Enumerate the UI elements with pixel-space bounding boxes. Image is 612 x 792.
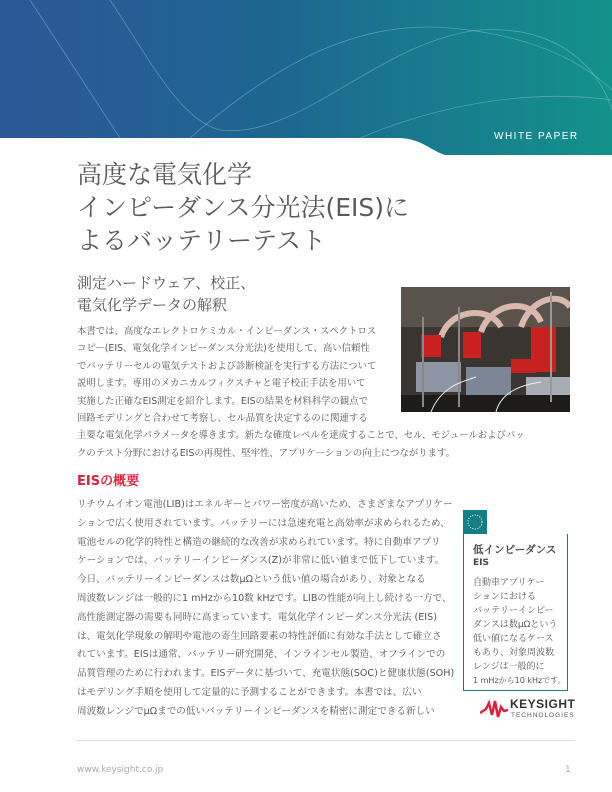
logo-tagline: TECHNOLOGIES — [511, 712, 575, 719]
callout-line: もあり、対象周波数 — [473, 648, 555, 658]
callout-line: ションにおける — [473, 592, 536, 602]
callout-subtitle: EIS — [473, 558, 489, 568]
intro-line: 主要な電気化学パラメータを導きます。新たな確度レベルを達成することで、セル、モジュールおよびパッ — [77, 430, 525, 442]
callout-box — [463, 534, 568, 691]
callout-title: 低インピーダンス — [473, 544, 557, 556]
subtitle-line: 電気化学データの解釈 — [77, 296, 228, 314]
body-line: 品質管理のために行われます。EISデータに基づいて、充電状態(SOC)と健康状態(SOH) — [77, 668, 455, 680]
document-type-label: WHITE PAPER — [494, 131, 579, 142]
footer-url[interactable]: www.keysight.co.jp — [77, 765, 164, 775]
footer-divider — [77, 740, 575, 741]
subtitle-line: 測定ハードウェア、校正、 — [77, 274, 256, 292]
page-number: 1 — [565, 765, 571, 775]
body-line: ケーションでは、バッテリーインピーダンス(Z)が非常に低い値まで低下しています。 — [77, 555, 445, 567]
body-line: は、電気化学現象の解明や電池の寄生回路要素の特性評価に有効な手法として確立さ — [77, 630, 442, 642]
intro-paragraph — [77, 323, 525, 462]
intro-line: 実施した正確なEIS測定を紹介します。EISの結果を材料科学の観点で — [77, 395, 369, 407]
title-line: インピーダンス分光法(EIS)に — [77, 193, 410, 222]
callout-line: 自動車アプリケー — [473, 578, 545, 588]
body-line: 電池セルの化学的特性と構造の継続的な改善が求められています。特に自動車アプリ — [77, 536, 441, 548]
section-heading: EISの概要 — [77, 474, 140, 489]
intro-line: コピー(EIS、電気化学インピーダンス分光法)を使用して、高い信頼性 — [77, 343, 370, 355]
intro-line: クのテスト分野におけるEISの再現性、堅牢性、アプリケーションの向上につながります。 — [77, 447, 456, 459]
dotted-circle-icon — [463, 510, 487, 534]
title-line: よるバッテリーテスト — [77, 226, 327, 255]
body-line: れています。EISは通常、バッテリー研究開発、インラインセル製造、オフラインでの — [77, 649, 446, 661]
intro-line: でバッテリーセルの電気テストおよび診断検証を実行する方法について — [77, 360, 377, 372]
callout-line: 低い値になるケース — [473, 634, 554, 644]
intro-line: 本書では、高度なエレクトロケミカル・インピーダンス・スペクトロス — [77, 326, 377, 337]
body-line: ションで広く使用されています。バッテリーには急速充電と高効率が求められるため、 — [77, 517, 450, 529]
body-line: リチウムイオン電池(LIB)はエネルギーとパワー密度が高いため、さまざまなアプリケー — [77, 499, 453, 510]
callout-body — [473, 576, 566, 688]
body-line: 周波数レンジは一般的に1 mHzから10数 kHzです。LIBの性能が向上し続ける一方で、 — [77, 592, 452, 604]
title-line: 高度な電気化学 — [77, 160, 253, 189]
subtitle — [77, 272, 255, 316]
body-line: 周波数レンジでμΩまでの低いバッテリーインピーダンスを精密に測定できる新しい — [77, 705, 435, 717]
callout-line: 1 mHzから10 kHzです。 — [473, 676, 566, 685]
keysight-wave-icon — [480, 699, 508, 719]
intro-line: 説明します。専用のメカニカルフィクスチャと電子校正手法を用いて — [77, 378, 366, 390]
body-line: 高性能測定器の需要も同時に高まっています。電気化学インピーダンス分光法 (EIS) — [77, 611, 437, 623]
body-line: 今日、バッテリーインピーダンスは数μΩという低い値の場合があり、対象となる — [77, 574, 426, 586]
logo-name: KEYSIGHT — [510, 697, 576, 711]
callout-line: バッテリーインピー — [473, 606, 554, 616]
page-title — [77, 158, 409, 257]
section-body — [77, 496, 455, 722]
callout-line: レンジは一般的に — [473, 662, 545, 672]
callout-line: ダンスは数μΩという — [473, 620, 558, 630]
body-line: はモデリング手順を使用して定量的に予測することができます。本書では、広い — [77, 686, 422, 698]
intro-line: 回路モデリングと合わせて考察し、セル品質を決定するのに関連する — [77, 413, 368, 425]
